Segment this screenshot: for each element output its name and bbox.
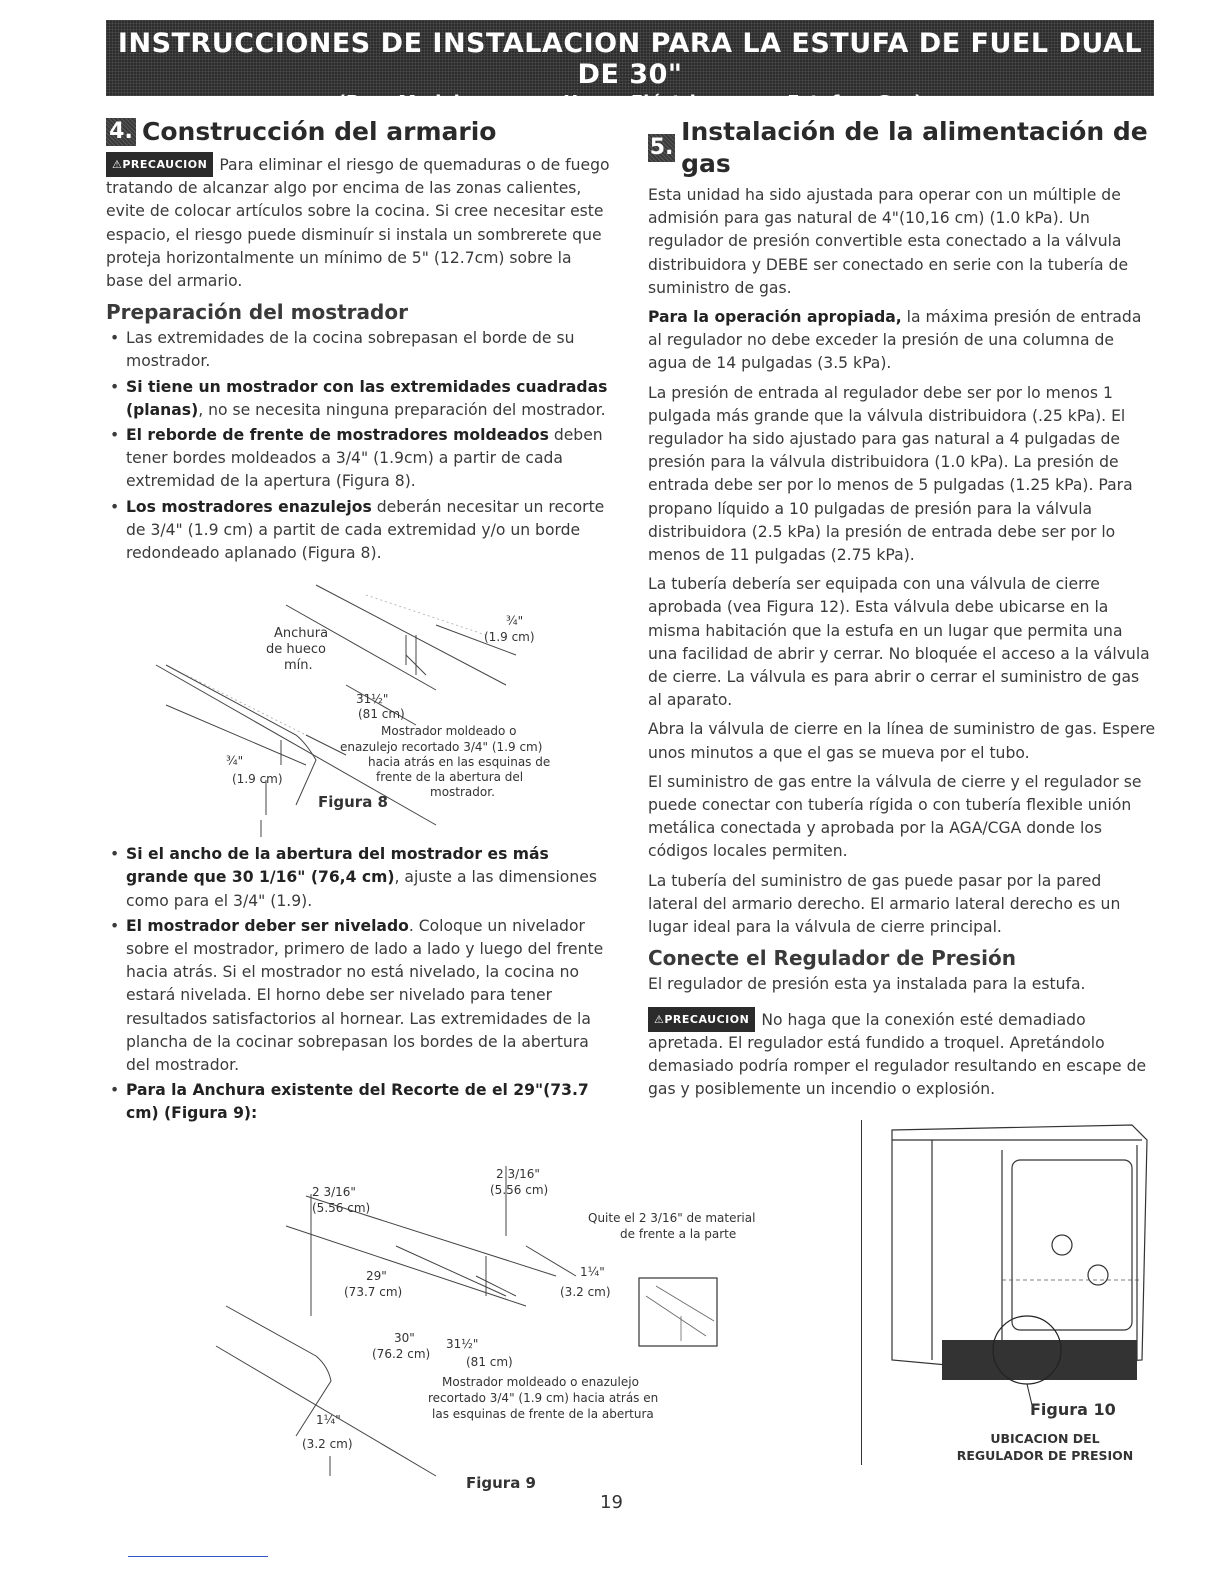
caution-text: No haga que la conexión esté demadiado apretada. El regulador está fundido a troquel. Apretándolo demasiado podría romper el regulador resultando en escape de gas y posiblemente un incendio o explosión. [648, 1010, 1147, 1099]
fig9-a2cm: (5.56 cm) [490, 1183, 549, 1197]
list-item: • Si el ancho de la abertura del mostrador es más grande que 30 1/16" (76,4 cm), ajuste a las dimensiones como para el 3/4" (1.9). [106, 843, 612, 913]
fig9-quite1: Quite el 2 3/16" de material [588, 1211, 756, 1225]
fig9-29: 29" [366, 1269, 387, 1283]
caution-badge: ⚠PRECAUCION [106, 152, 213, 177]
fig10-label: UBICACION DEL REGULADOR DE PRESION [956, 1431, 1134, 1463]
list-item: • El reborde de frente de mostradores moldeados deben tener bordes moldeados a 3/4" (1.9cm) a partir de cada extremidad de la apertura (Figura 8). [106, 424, 612, 494]
fig9-a1: 2 3/16" [312, 1185, 356, 1199]
paragraph: La tubería del suministro de gas puede pasar por la pared lateral del armario derecho. El armario lateral derecho es un lugar ideal para la válvula de cierre principal. [648, 871, 1121, 937]
section-title-text: Construcción del armario [142, 117, 497, 146]
fig8-left-cm: (1.9 cm) [232, 772, 283, 787]
list-item: • Las extremidades de la cocina sobrepasan el borde de su mostrador. [106, 327, 612, 373]
paragraph: Esta unidad ha sido ajustada para operar con un múltiple de admisión para gas natural de 4"(10,16 cm) (1.0 kPa). Un regulador de presión convertible esta conectado a la válvula distribuidora y DEBE ser conectado en serie con la tubería de suministro de gas. [648, 186, 1129, 297]
list-item: • Para la Anchura existente del Recorte de el 29"(73.7 cm) (Figura 9): [106, 1079, 612, 1125]
right-column [648, 116, 1156, 1107]
list-item: • El mostrador deber ser nivelado. Coloque un nivelador sobre el mostrador, primero de lado a lado y luego del frente hacia atrás. Si el mostrador no está nivelado, la cocina no estará nivelada. El horno debe ser nivelado para tener resultados satisfactorios al hornear. Las extremidades de la plancha de la cocinar sobrepasan los bordes de la abertura del mostrador. [106, 915, 612, 1077]
fig9-note2: recortado 3/4" (1.9 cm) hacia atrás en [428, 1391, 659, 1405]
fig8-31: 31½" [356, 692, 389, 707]
subsection-title: Conecte el Regulador de Presión [648, 946, 1016, 971]
caution-text: Para eliminar el riesgo de quemaduras o de fuego tratando de alcanzar algo por encima de las zonas calientes, evite de colocar artículos sobre la cocina. Si cree necesitar este espacio, el riesgo puede disminuír si instala un sombrerete que proteja horizontalmente un mínimo de 5" (12.7cm) sobre la base del armario. [106, 156, 610, 291]
fig8-anchura: Anchura [274, 626, 329, 642]
fig8-note3: hacia atrás en las esquinas de [368, 755, 551, 770]
header-title: INSTRUCCIONES DE INSTALACION PARA LA ESTUFA DE FUEL DUAL DE 30" [117, 28, 1143, 90]
fig9-note3: las esquinas de frente de la abertura [432, 1407, 654, 1421]
fig9-quite2: de frente a la parte [620, 1227, 737, 1241]
fig9-31cm: (81 cm) [466, 1355, 513, 1369]
fig9-31: 31½" [446, 1337, 479, 1351]
fig9-114: 1¼" [580, 1265, 605, 1279]
subsection-title: Preparación del mostrador [106, 300, 408, 325]
fig8-note4: frente de la abertura del [376, 770, 524, 785]
fig8-min: mín. [284, 658, 313, 674]
preparation-list-2 [106, 843, 612, 1125]
paragraph: El regulador de presión esta ya instalada para la estufa. [648, 975, 1086, 994]
list-item: • Si tiene un mostrador con las extremidades cuadradas (planas), no se necesita ninguna preparación del mostrador. [106, 376, 612, 422]
fig8-caption: Figura 8 [318, 793, 388, 812]
footer-rule [128, 1556, 268, 1557]
figure-9-diagram [106, 1156, 756, 1496]
section-number: 4. [106, 118, 136, 146]
fig9-note1: Mostrador moldeado o enazulejo [442, 1375, 639, 1389]
fig9-a2: 2 3/16" [496, 1167, 540, 1181]
fig9-30: 30" [394, 1331, 415, 1345]
fig8-de-hueco: de hueco [266, 642, 326, 658]
fig8-81cm: (81 cm) [358, 707, 405, 722]
caution-badge: ⚠PRECAUCION [648, 1007, 755, 1032]
section-4-title [106, 116, 612, 148]
fig9-left114cm: (3.2 cm) [302, 1437, 353, 1451]
fig8-note2: enazulejo recortado 3/4" (1.9 cm) [340, 740, 543, 755]
fig9-29cm: (73.7 cm) [344, 1285, 403, 1299]
caution-paragraph [648, 1007, 1156, 1102]
paragraph: El suministro de gas entre la válvula de cierre y el regulador se puede conectar con tubería rígida o con tubería flexible unión metálica conectada y aprobada por la AGA/CGA donde los códigos locales permiten. [648, 772, 1142, 861]
paragraph: Abra la válvula de cierre en la línea de suministro de gas. Espere unos minutos a que el gas se mueva por el tubo. [648, 720, 1156, 762]
fig9-left114: 1¼" [316, 1413, 341, 1427]
list-item: • Los mostradores enazulejos deberán necesitar un recorte de 3/4" (1.9 cm) a partit de cada extremidad y/o un borde redondeado aplanado (Figura 8). [106, 496, 612, 566]
fig10-title: Figura 10 [1030, 1400, 1116, 1419]
section-5-title [648, 116, 1156, 180]
paragraph: La tubería debería ser equipada con una válvula de cierre aprobada (vea Figura 12). Esta válvula debe ubicarse en la misma habitación que la estufa en un lugar que permita una una facilidad de abrir y cerrar. No bloquée el acceso a la válvula de cierre. La válvula es para abrir o cerrar el suministro de gas al aparato. [648, 575, 1150, 710]
fig9-a1cm: (5.56 cm) [312, 1201, 371, 1215]
header-subtitle: (Para Modelos con un Horno Eléctrico y una Estufa a Gas) [337, 92, 923, 113]
fig9-30cm: (76.2 cm) [372, 1347, 431, 1361]
figure-8-diagram [106, 575, 612, 837]
section-title-text: Instalación de la alimentación de gas [681, 117, 1148, 178]
paragraph: Para la operación apropiada, la máxima presión de entrada al regulador no debe exceder la presión de una columna de agua de 14 pulgadas (3.5 kPa). [648, 308, 1142, 373]
fig9-caption: Figura 9 [466, 1474, 536, 1492]
fig8-three-quarter: ¾" [506, 614, 524, 629]
left-column [106, 116, 612, 1128]
preparation-list [106, 327, 612, 565]
page-header [106, 20, 1154, 113]
fig9-114cm: (3.2 cm) [560, 1285, 611, 1299]
section-number: 5. [649, 135, 674, 160]
fig8-left-34: ¾" [226, 754, 244, 769]
figure-8 [106, 575, 612, 837]
fig8-note1: Mostrador moldeado o [381, 724, 517, 739]
page-number: 19 [600, 1492, 623, 1513]
caution-paragraph [106, 152, 612, 293]
fig8-cm19: (1.9 cm) [484, 630, 535, 645]
fig8-note5: mostrador. [430, 785, 495, 800]
paragraph: La presión de entrada al regulador debe ser por lo menos 1 pulgada más grande que la válvula distribuidora (.25 kPa). El regulador ha sido ajustado para gas natural a 4 pulgadas de presión para la válvula distribuidora (1.0 kPa). La presión de entrada debe ser por lo menos de 5 pulgadas (1.25 kPa). Para propano líquido a 10 pulgadas de presión para la válvula distribuidora (2.5 kPa) la presión de entrada debe ser por lo menos de 11 pulgadas (2.75 kPa). [648, 383, 1133, 565]
